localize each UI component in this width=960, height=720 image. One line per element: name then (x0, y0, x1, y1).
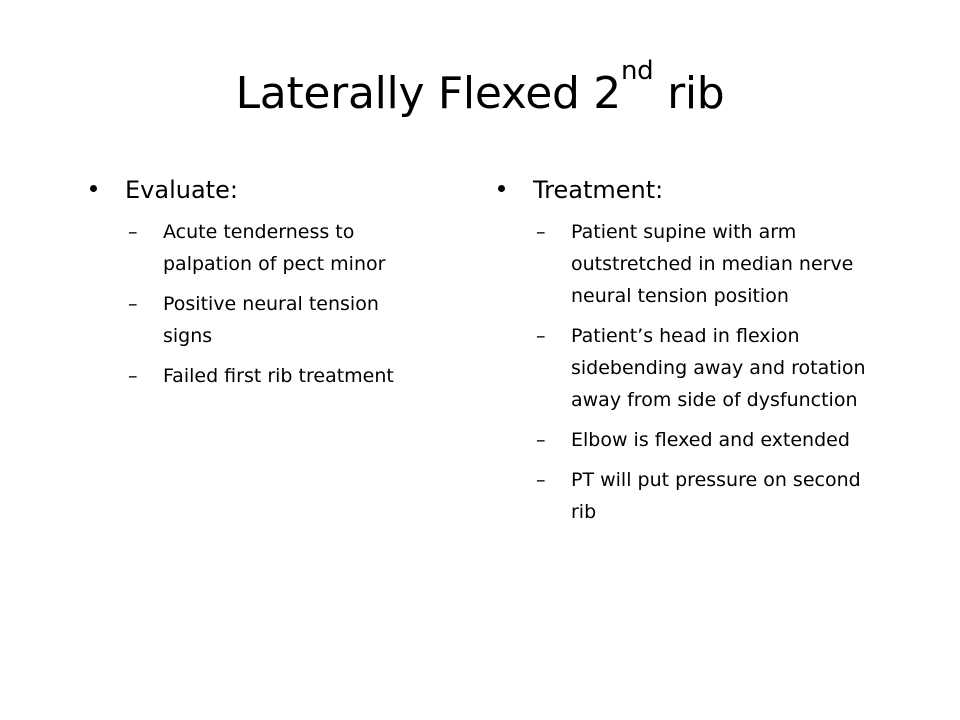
list-item (536, 216, 871, 312)
dash-icon: – (536, 429, 546, 451)
evaluate-list (90, 216, 450, 392)
slide-title (0, 56, 960, 126)
list-item (536, 464, 871, 528)
list-item-text: Patient supine with arm outstretched in median nerve neural tension position (571, 221, 854, 307)
dash-icon: – (128, 365, 138, 387)
list-item-text: Failed first rib treatment (163, 365, 394, 387)
treatment-column (498, 172, 898, 536)
list-item (536, 424, 871, 456)
treatment-bullet (498, 172, 898, 212)
list-item-text: PT will put pressure on second rib (571, 469, 861, 523)
list-item (536, 320, 871, 416)
list-item (128, 216, 403, 280)
treatment-heading: Treatment: (533, 176, 664, 204)
evaluate-column (90, 172, 450, 400)
bullet-dot-icon (90, 185, 97, 192)
list-item (128, 288, 403, 352)
bullet-dot-icon (498, 185, 505, 192)
dash-icon: – (536, 221, 546, 243)
dash-icon: – (128, 221, 138, 243)
evaluate-heading: Evaluate: (125, 176, 238, 204)
title-text: Laterally Flexed 2 (235, 68, 621, 119)
treatment-list (498, 216, 898, 528)
list-item (128, 360, 403, 392)
evaluate-bullet (90, 172, 450, 212)
list-item-text: Patient’s head in flexion sidebending away and rotation away from side of dysfunction (571, 325, 866, 411)
title-text-end: rib (653, 68, 725, 119)
dash-icon: – (536, 469, 546, 491)
dash-icon: – (536, 325, 546, 347)
list-item-text: Elbow is flexed and extended (571, 429, 850, 451)
list-item-text: Acute tenderness to palpation of pect minor (163, 221, 386, 275)
list-item-text: Positive neural tension signs (163, 293, 379, 347)
dash-icon: – (128, 293, 138, 315)
title-superscript: nd (621, 56, 654, 86)
